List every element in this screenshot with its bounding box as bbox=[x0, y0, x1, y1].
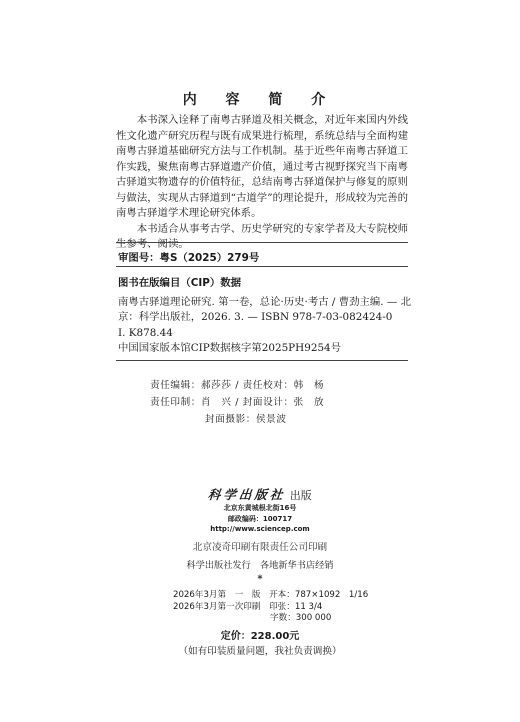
editors-divider bbox=[116, 360, 408, 361]
edition-spec bbox=[173, 590, 433, 625]
cip-block bbox=[118, 276, 410, 357]
spec-line-1: 2026年3月第 一 版 开本：787×1092 1/16 bbox=[173, 590, 369, 600]
cip-divider bbox=[116, 266, 408, 267]
editors-row-2: 责任印制：肖 兴 / 封面设计：张 放 bbox=[150, 397, 325, 408]
cip-line-3: Ⅰ. K878.44 bbox=[118, 326, 173, 339]
cip-line-2: 京：科学出版社，2026. 3. — ISBN 978-7-03-082424-0 bbox=[118, 311, 393, 323]
page-title: 内 容 简 介 bbox=[182, 92, 338, 108]
distribution-line: 科学出版社发行 各地新华书店经销 bbox=[186, 560, 334, 571]
cip-line-4: 中国国家版本馆CIP数据核字第2025PH9254号 bbox=[118, 342, 342, 354]
map-audit-number: 审图号：粤S（2025）279号 bbox=[118, 252, 260, 264]
top-divider bbox=[116, 242, 408, 243]
publisher-website: http://www.sciencep.com bbox=[210, 525, 310, 533]
abstract-paragraph-1: 本书深入诠释了南粤古驿道及相关概念，对近年来国内外线性文化遗产研究历程与既有成果进行梳理，系统总结与全面构建南粤古驿道基础研究方法与工作机制。基于近些年南粤古驿道工作实践，聚焦南粤古驿道遗产价值，通过考古视野探究当下南粤古驿道实物遗存的价值特征，总结南粤古驿道保护与修复的原则与做法，实现从古驿道到“古道学”的理论提升，形成较为完善的南粤古驿道学术理论研究体系。 bbox=[116, 114, 408, 219]
spec-line-2: 2026年3月第一次印刷 印张：11 3/4 bbox=[173, 601, 323, 612]
editors-row-3: 封面摄影：侯景波 bbox=[205, 414, 287, 425]
abstract-paragraph-2: 本书适合从事考古学、历史学研究的专家学者及大专院校师生参考、阅读。 bbox=[116, 222, 408, 250]
quality-notice: （如有印装质量问题，我社负责调换） bbox=[178, 646, 342, 657]
publisher-block bbox=[0, 485, 520, 535]
publisher-address: 北京东黄城根北街16号 bbox=[223, 504, 297, 512]
editors-row-1: 责任编辑：郝莎莎 / 责任校对：韩 杨 bbox=[150, 380, 325, 391]
editors-block bbox=[150, 377, 410, 428]
cip-line-1: 南粤古驿道理论研究. 第一卷，总论·历史·考古 / 曹劲主编. — 北 bbox=[118, 295, 411, 308]
cip-heading: 图书在版编目（CIP）数据 bbox=[118, 277, 242, 289]
publisher-postcode: 邮政编码：100717 bbox=[227, 514, 293, 523]
printer-line: 北京凌奇印刷有限责任公司印刷 bbox=[192, 542, 328, 553]
publisher-name-line bbox=[0, 485, 520, 503]
publisher-logo: 科学出版社 bbox=[207, 487, 287, 502]
separator-star: * bbox=[257, 574, 263, 585]
price-label: 定价：228.00元 bbox=[220, 631, 300, 642]
publisher-suffix: 出版 bbox=[289, 489, 312, 502]
abstract-body bbox=[116, 113, 408, 253]
spec-line-3: 字数：300 000 bbox=[270, 613, 332, 623]
